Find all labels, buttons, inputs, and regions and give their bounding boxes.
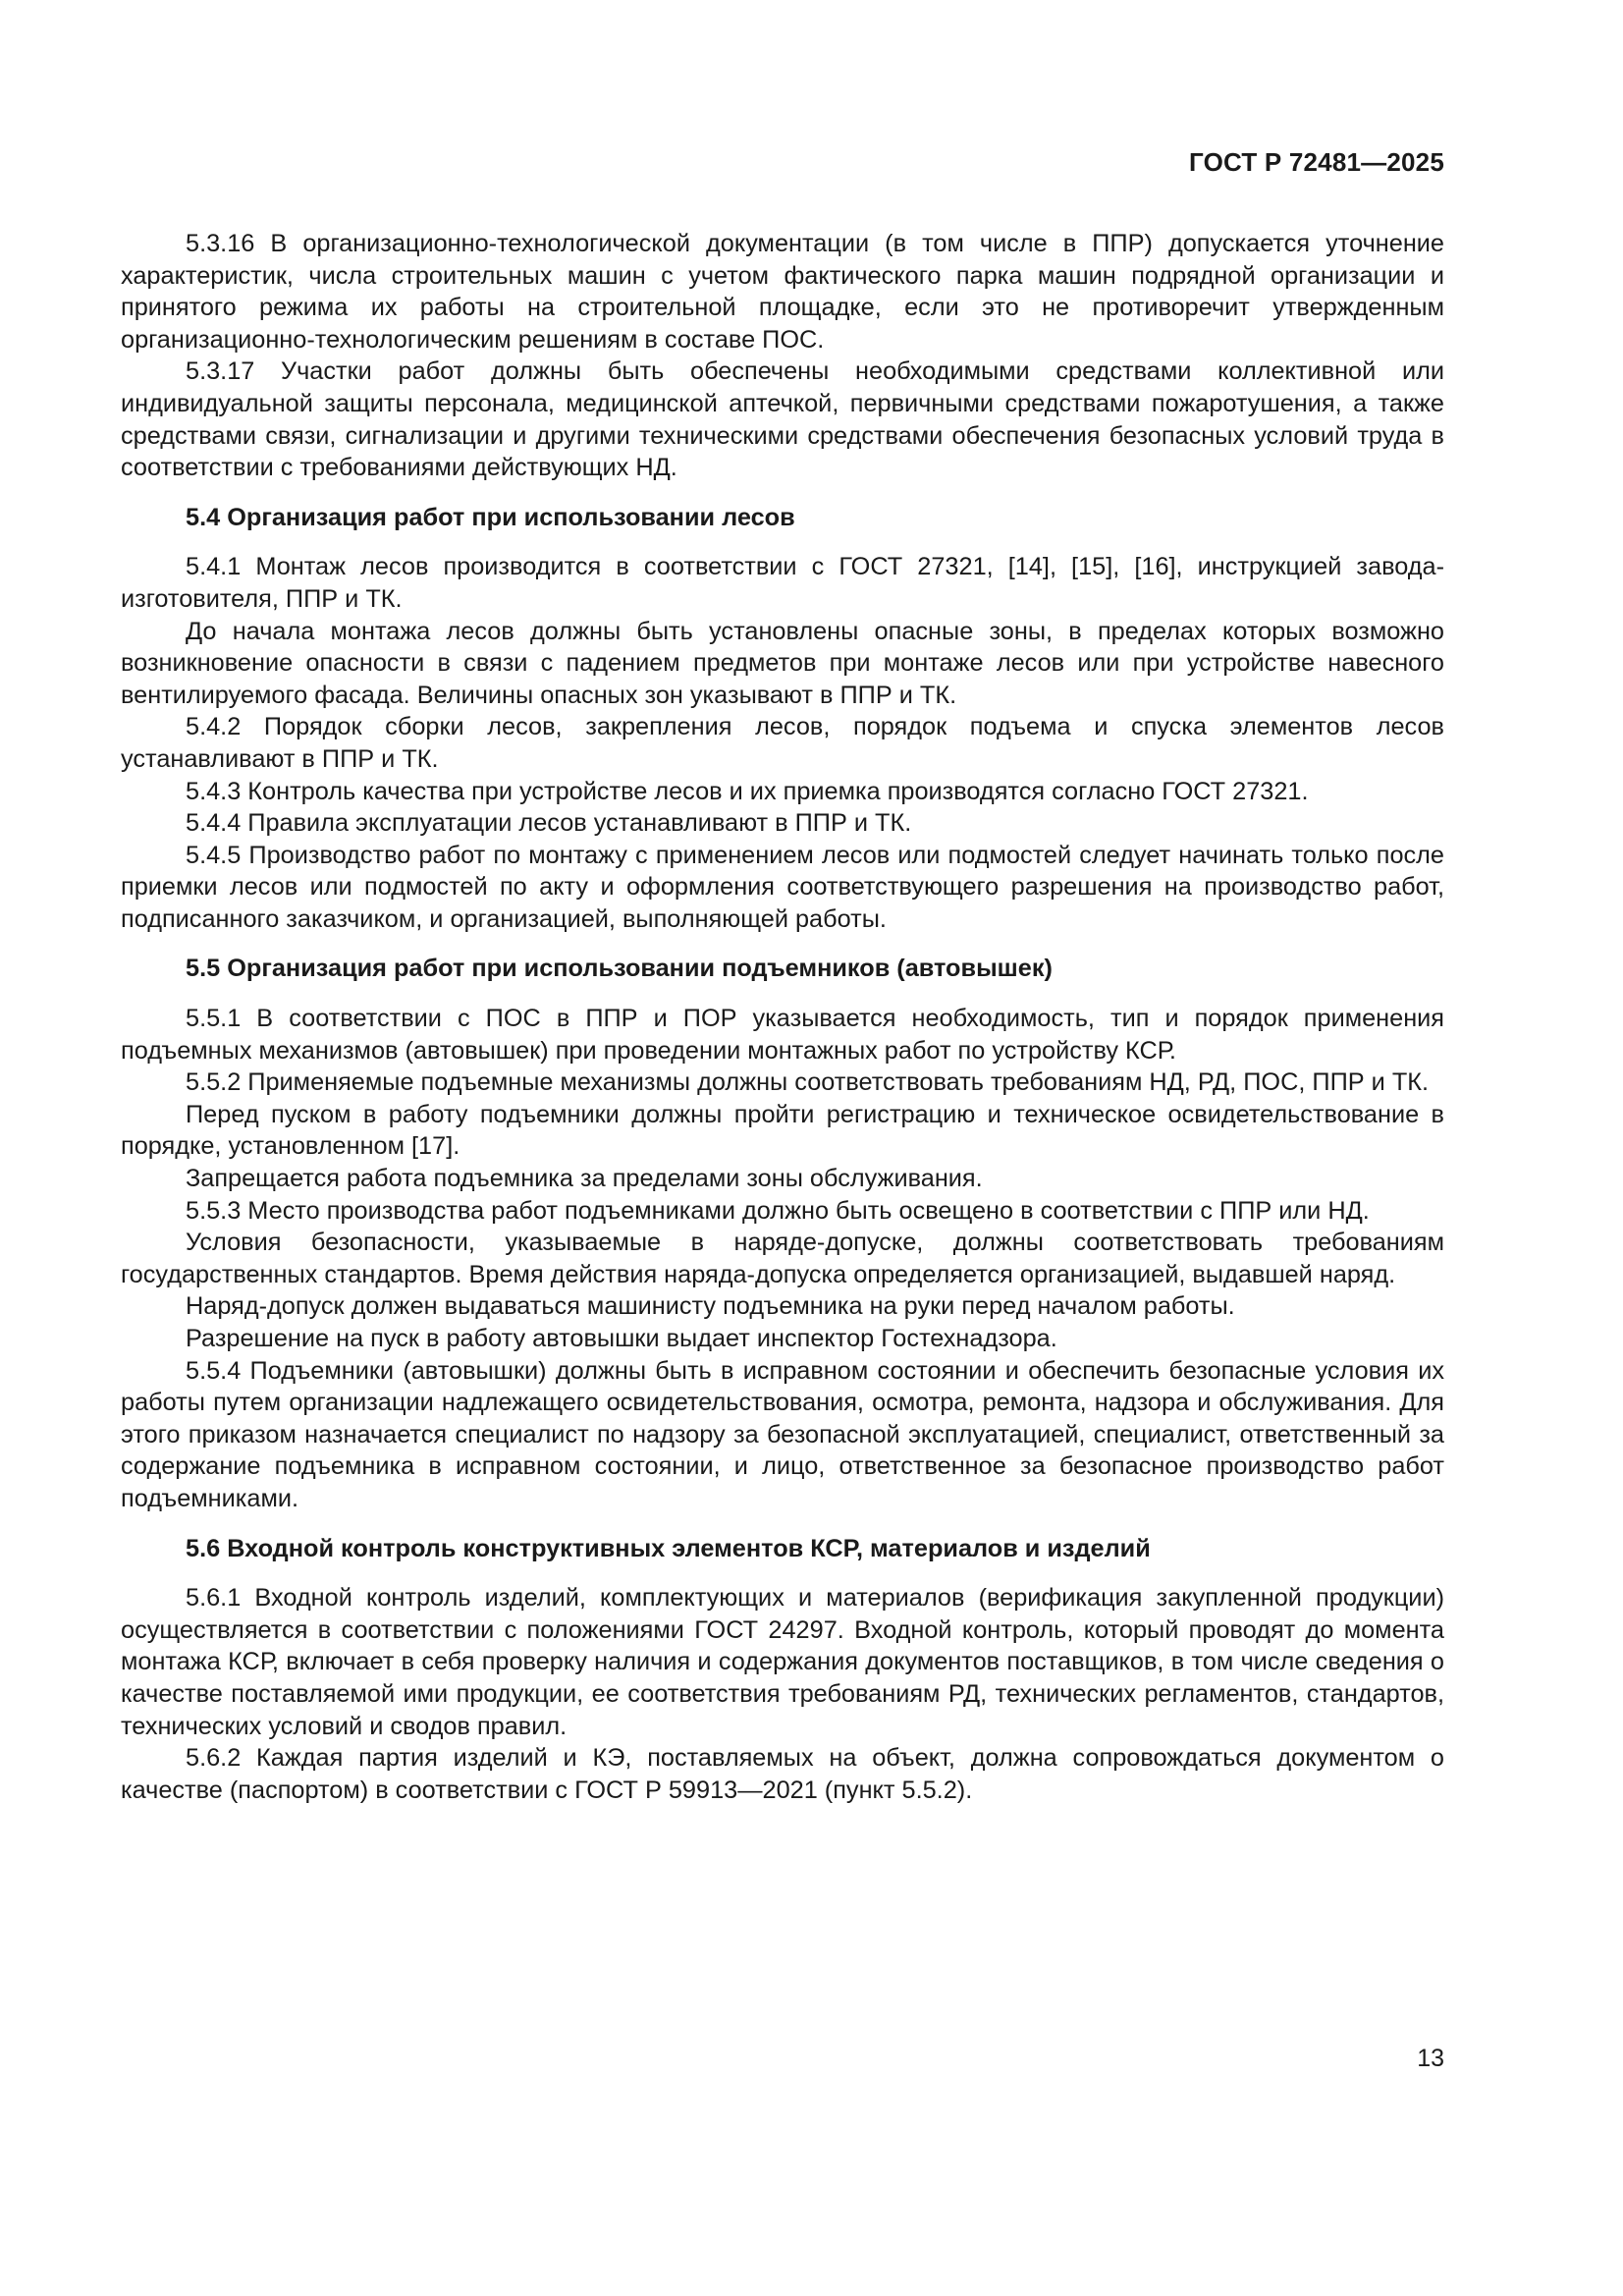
paragraph: 5.3.17 Участки работ должны быть обеспечены необходимыми средствами коллективной или индивидуальной защиты персонала, медицинской аптечкой, первичными средствами пожаротушения, а также средствами связи, сигнализации и другими техническими средствами обеспечения безопасных условий труда в соответствии с требованиями действующих НД.: [121, 357, 1444, 482]
document-number: ГОСТ Р 72481—2025: [1189, 147, 1444, 177]
paragraph: Наряд-допуск должен выдаваться машинисту подъемника на руки перед началом работы.: [186, 1292, 1235, 1321]
section-heading: 5.4 Организация работ при использовании лесов: [186, 503, 795, 531]
paragraph: Запрещается работа подъемника за пределами зоны обслуживания.: [186, 1165, 983, 1193]
paragraph: 5.5.2 Применяемые подъемные механизмы должны соответствовать требованиям НД, РД, ПОС, ППР и ТК.: [186, 1068, 1430, 1097]
paragraph: 5.5.4 Подъемники (автовышки) должны быть в исправном состоянии и обеспечить безопасные условия их работы путем организации надлежащего освидетельствования, осмотра, ремонта, надзора и обслуживания. Для этого приказом назначается специалист по надзору за безопасной эксплуатацией, специалист, ответственный за содержание подъемника в исправном состоянии, и лицо, ответственное за безопасное производство работ подъемниками.: [121, 1356, 1444, 1512]
paragraph: 5.6.1 Входной контроль изделий, комплектующих и материалов (верификация закупленной продукции) осуществляется в соответствии с положениями ГОСТ 24297. Входной контроль, который проводят до момента монтажа КСР, включает в себя проверку наличия и содержания документов поставщиков, в том числе сведения о качестве поставляемой ими продукции, ее соответствия требованиям РД, технических регламентов, стандартов, технических условий и сводов правил.: [121, 1584, 1444, 1740]
paragraph: 5.3.16 В организационно-технологической документации (в том числе в ППР) допускается уточнение характеристик, числа строительных машин с учетом фактического парка машин подрядной организации и принятого режима их работы на строительной площадке, если это не противоречит утвержденным организационно-технологическим решениям в составе ПОС.: [121, 230, 1444, 354]
paragraph: 5.5.3 Место производства работ подъемниками должно быть освещено в соответствии с ППР или НД.: [186, 1196, 1370, 1225]
paragraph: 5.4.3 Контроль качества при устройстве лесов и их приемка производятся согласно ГОСТ 27321.: [186, 777, 1309, 805]
section-heading: 5.6 Входной контроль конструктивных элементов КСР, материалов и изделий: [186, 1534, 1151, 1562]
section-heading: 5.5 Организация работ при использовании подъемников (автовышек): [186, 955, 1053, 983]
paragraph: 5.6.2 Каждая партия изделий и КЭ, поставляемых на объект, должна сопровождаться документом о качестве (паспортом) в соответствии с ГОСТ Р 59913—2021 (пункт 5.5.2).: [121, 1744, 1444, 1804]
page-number: 13: [1417, 2045, 1444, 2072]
paragraph: 5.4.1 Монтаж лесов производится в соответствии с ГОСТ 27321, [14], [15], [16], инструкцией завода-изготовителя, ППР и ТК.: [121, 553, 1444, 613]
paragraph: 5.4.5 Производство работ по монтажу с применением лесов или подмостей следует начинать только после приемки лесов или подмостей по акту и оформления соответствующего разрешения на производство работ, подписанного заказчиком, и организацией, выполняющей работы.: [121, 841, 1444, 933]
paragraph: Разрешение на пуск в работу автовышки выдает инспектор Гостехнадзора.: [186, 1325, 1057, 1352]
paragraph: 5.4.4 Правила эксплуатации лесов устанавливают в ППР и ТК.: [186, 809, 912, 838]
document-body: [121, 228, 1444, 1806]
paragraph: Условия безопасности, указываемые в наряде-допуске, должны соответствовать требованиям государственных стандартов. Время действия наряда-допуска определяется организацией, выдавшей наряд.: [121, 1229, 1444, 1288]
paragraph: До начала монтажа лесов должны быть установлены опасные зоны, в пределах которых возможно возникновение опасности в связи с падением предметов при монтаже лесов или при устройстве навесного вентилируемого фасада. Величины опасных зон указывают в ППР и ТК.: [121, 617, 1444, 709]
paragraph: Перед пуском в работу подъемники должны пройти регистрацию и техническое освидетельствование в порядке, установленном [17].: [121, 1100, 1444, 1161]
paragraph: 5.5.1 В соответствии с ПОС в ППР и ПОР указывается необходимость, тип и порядок применения подъемных механизмов (автовышек) при проведении монтажных работ по устройству КСР.: [121, 1005, 1444, 1065]
paragraph: 5.4.2 Порядок сборки лесов, закрепления лесов, порядок подъема и спуска элементов лесов устанавливают в ППР и ТК.: [121, 713, 1444, 773]
